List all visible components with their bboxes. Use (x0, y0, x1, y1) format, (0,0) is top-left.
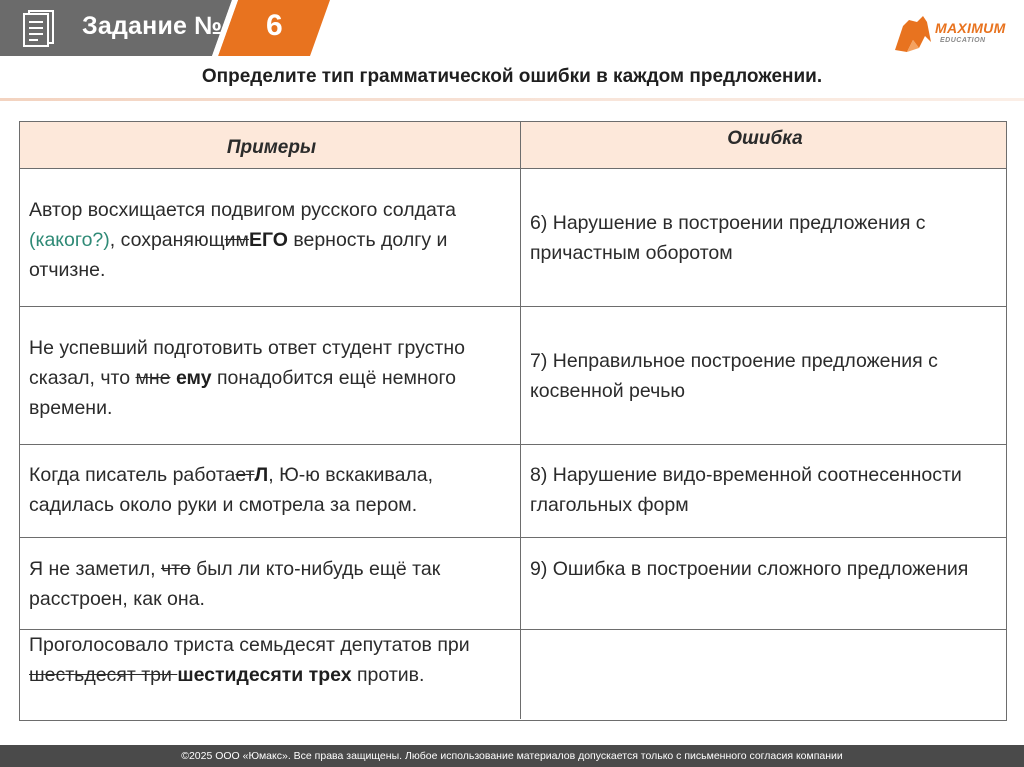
table-row-2-example: Не успевший подготовить ответ студент грустно сказал, что мне ему понадобится ещё немного времени. (20, 307, 521, 445)
header-divider (0, 98, 1024, 101)
document-icon (22, 9, 56, 47)
logo-title: MAXIMUM (935, 20, 1006, 36)
task-label: Задание № (82, 12, 223, 40)
question-hint: (какого?) (29, 229, 110, 251)
table-row-2-error: 7) Неправильное построение предложения с косвенной речью (521, 307, 1006, 445)
errors-table (19, 121, 1007, 721)
table-row-5-example: Проголосовало триста семьдесят депутатов при шестьдесят три шестидесяти трех против. (20, 630, 521, 719)
correction: Л (254, 464, 269, 486)
table-row-5-error (521, 630, 1006, 719)
table-row-4-example: Я не заметил, что был ли кто-нибудь ещё так расстроен, как она. (20, 538, 521, 630)
table-row-3-example: Когда писатель работаетЛ, Ю-ю вскакивала, садилась около руки и смотрела за пером. (20, 445, 521, 538)
logo-subtitle: EDUCATION (940, 37, 986, 44)
table-row-1-error: 6) Нарушение в построении предложения с причастным оборотом (521, 169, 1006, 307)
struck-text: шестьдесят три (29, 664, 178, 686)
instruction-title: Определите тип грамматической ошибки в каждом предложении. (201, 66, 823, 87)
table-row-1-example: Автор восхищается подвигом русского солдата (какого?), сохраняющимЕГО верность долгу и отчизне. (20, 169, 521, 307)
column-header-examples: Примеры (20, 122, 521, 169)
correction: ему (175, 367, 212, 389)
struck-text: ет (235, 464, 255, 486)
table-row-4-error: 9) Ошибка в построении сложного предложения (521, 538, 1006, 630)
struck-text: мне (135, 367, 171, 389)
struck-text: что (160, 558, 191, 580)
task-number: 6 (266, 9, 283, 42)
struck-text: им (224, 229, 249, 251)
correction: шестидесяти трех (177, 664, 352, 686)
column-header-error: Ошибка (521, 122, 1006, 169)
copyright-footer: ©2025 ООО «Юмакс». Все права защищены. Любое использование материалов допускается только с письменного согласия компании (0, 745, 1024, 767)
table-row-3-error: 8) Нарушение видо-временной соотнесенности глагольных форм (521, 445, 1006, 538)
correction: ЕГО (248, 229, 288, 251)
